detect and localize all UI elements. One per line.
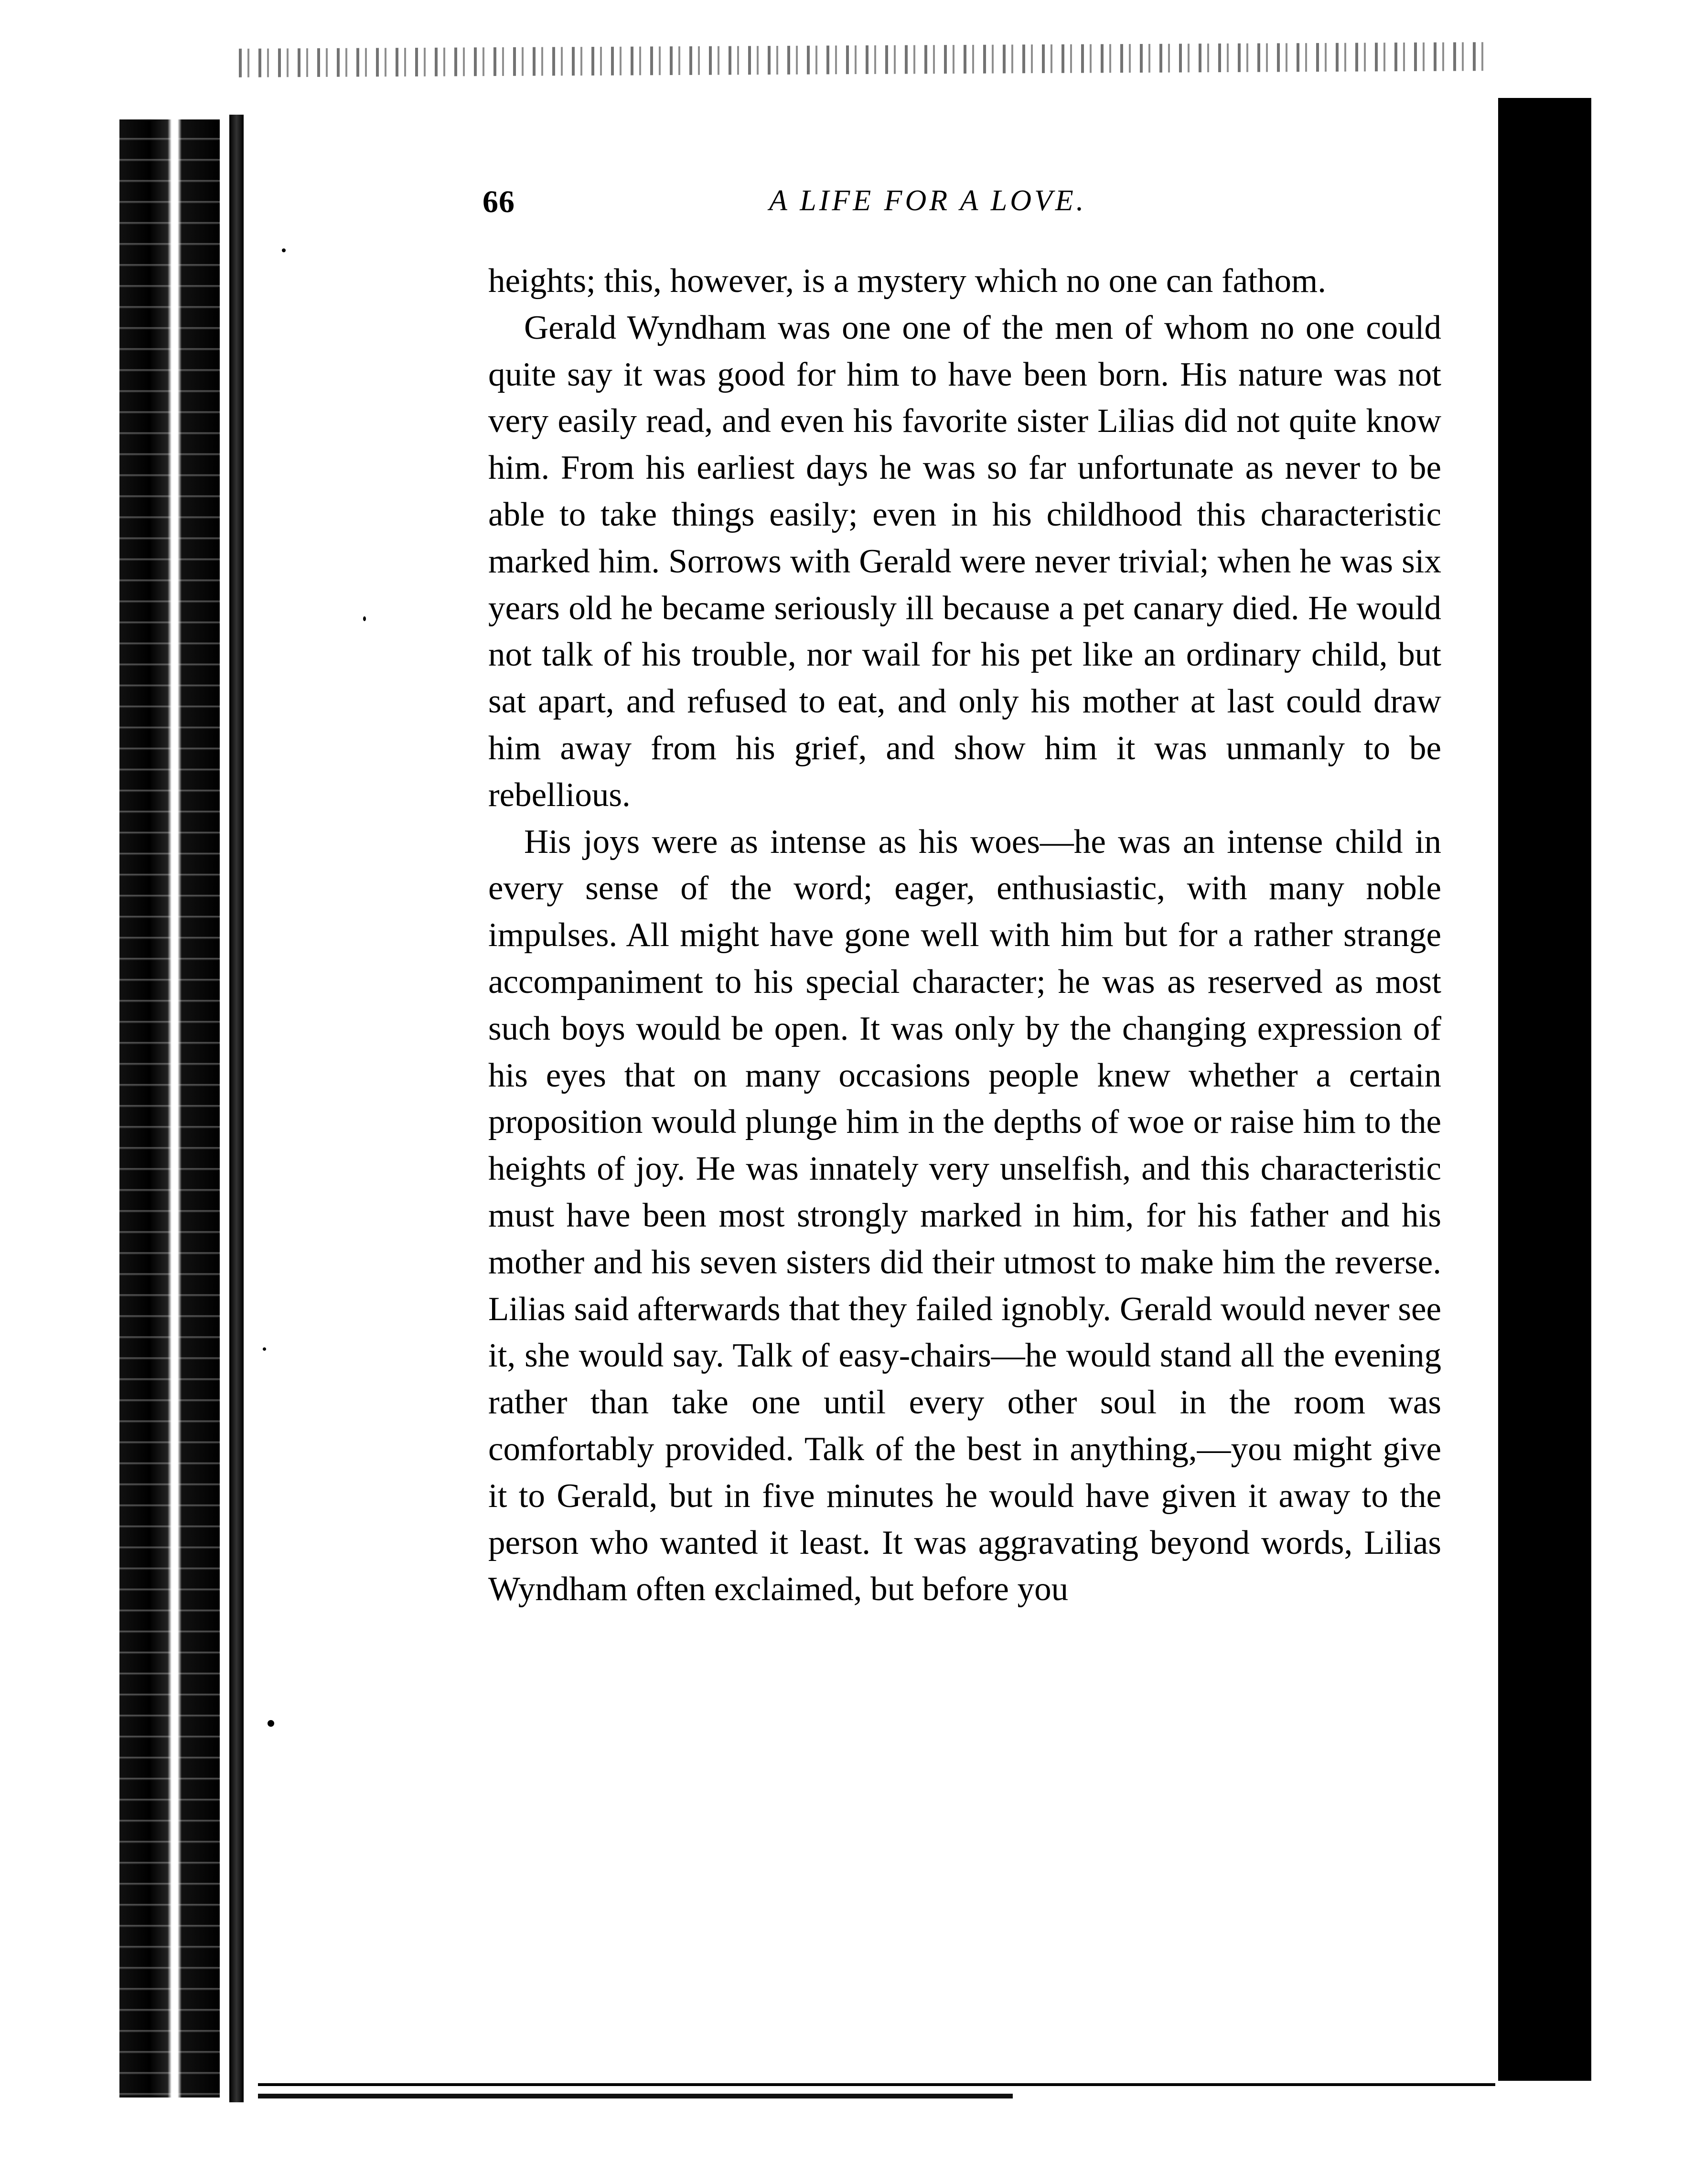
body-text — [488, 258, 1441, 1613]
scan-speck — [268, 1720, 274, 1727]
bottom-page-edge — [258, 2083, 1495, 2086]
paragraph-his-joys: His joys were as intense as his woes—he was an intense child in every sense of the word; eager, enthusiastic, with many noble impulses. All might have gone well with him but for a rather strange accompaniment to his special character; he was as reserved as most such boys would be open. It was only by the changing expression of his eyes that on many occasions people knew whether a certain proposition would plunge him in the depths of woe or raise him to the heights of joy. He was innately very unselfish, and this characteristic must have been most strongly marked in him, for his father and his mother and his seven sisters did their utmost to make him the reverse. Lilias said afterwards that they failed ignobly. Gerald would never see it, she would say. Talk of easy-chairs—he would stand all the evening rather than take one until every other soul in the room was comfortably provided. Talk of the best in anything,—you might give it to Gerald, but in five minutes he would have given it away to the person who wanted it least. It was aggravating beyond words, Lilias Wyndham often exclaimed, but before you — [488, 823, 1441, 1608]
paragraph-gerald-wyndham: Gerald Wyndham was one one of the men of whom no one could quite say it was good for him to have been born. His nature was not very easily read, and even his favorite sister Lilias did not quite know him. From his earliest days he was so far unfortunate as never to be able to take things easily; even in his childhood this characteristic marked him. Sorrows with Gerald were never trivial; when he was six years old he became seriously ill because a pet canary died. He would not talk of his trouble, nor wail for his pet like an ordinary child, but sat apart, and refused to eat, and only his mother at last could draw him away from his grief, and show him it was unmanly to be rebellious. — [488, 309, 1441, 814]
scan-top-edge-noise — [239, 42, 1490, 77]
scan-speck — [282, 248, 286, 252]
scan-speck — [263, 1347, 266, 1351]
running-header — [482, 184, 1436, 227]
scan-speck — [1514, 1414, 1519, 1419]
bottom-scan-artifact — [258, 2094, 1013, 2098]
page-number: 66 — [482, 184, 515, 219]
left-page-edge — [229, 115, 244, 2102]
right-binding-shadow — [1498, 98, 1591, 2081]
running-title: A LIFE FOR A LOVE. — [769, 184, 1087, 217]
scan-speck — [363, 616, 366, 621]
paragraph-continuation: heights; this, however, is a mystery which no one can fathom. — [488, 262, 1327, 300]
left-binding-shadow — [119, 119, 220, 2098]
